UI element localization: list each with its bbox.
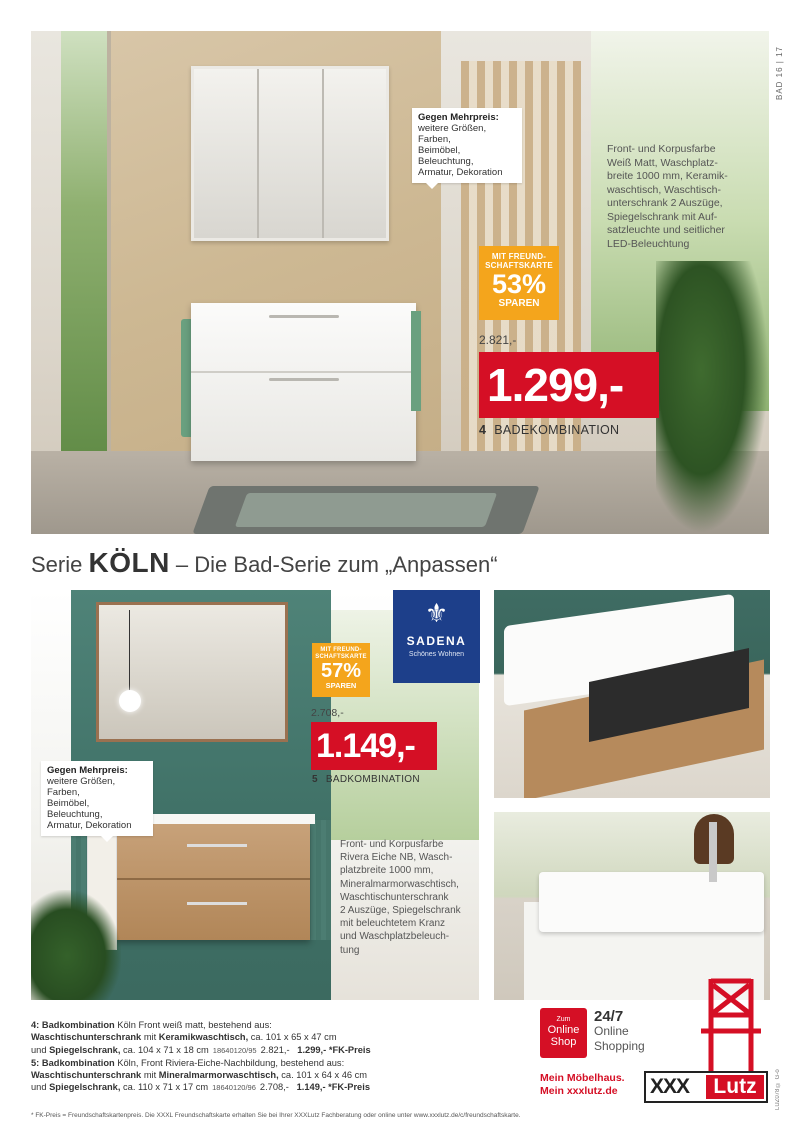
brand-name: SADENA <box>406 634 467 648</box>
hero-photo-white-bathroom <box>31 31 769 534</box>
desc-line: waschtisch, Waschtisch- <box>607 183 721 196</box>
callout-line: Armatur, Dekoration <box>418 167 503 178</box>
badge-line1: MIT FREUND- <box>320 647 362 653</box>
plant <box>656 261 769 534</box>
article-number: 18640120/96 <box>212 1083 256 1093</box>
badge-save: SPAREN <box>498 298 540 309</box>
desc-line: Weiß Matt, Waschplatz- <box>607 156 718 169</box>
headline-series: KÖLN <box>88 547 170 578</box>
hours-247: 24/7 <box>594 1008 624 1025</box>
product-details <box>31 1019 511 1095</box>
item-fk-price: 1.149,- *FK-Preis <box>296 1082 370 1093</box>
headline-pre: Serie <box>31 552 89 577</box>
detail-photo-basin <box>494 812 770 1000</box>
window-left <box>61 31 113 471</box>
online-24-7 <box>594 1009 684 1054</box>
vanity-cabinet-oak <box>103 822 310 940</box>
desc-line: Rivera Eiche NB, Wasch- <box>340 852 453 864</box>
desc-line: Waschtischunterschrank <box>340 891 449 903</box>
desc-line: und Waschplatzbeleuch- <box>340 931 450 943</box>
old-price-top: 2.821,- <box>479 333 517 347</box>
slogan-line1: Mein Möbelhaus. <box>540 1072 625 1084</box>
faucet <box>709 822 717 882</box>
extra-cost-callout-top <box>412 108 522 183</box>
mirror-cabinet <box>191 66 389 241</box>
desc-line: satzleuchte und seitlicher <box>607 224 725 236</box>
brand-tagline: Schönes Wohnen <box>408 651 465 658</box>
item-desc: Köln, Front Riviera-Eiche-Nachbildung, bestehend aus: <box>114 1057 345 1068</box>
print-code: LUZ078 © G-o <box>775 1069 781 1110</box>
desc-line: mit beleuchtetem Kranz <box>340 918 446 930</box>
series-headline <box>31 547 731 579</box>
badge-percent: 53% <box>491 269 547 299</box>
caption-top <box>479 423 619 437</box>
page-number: BAD 16 | 17 <box>775 46 784 100</box>
callout-heading: Gegen Mehrpreis: <box>47 765 128 776</box>
item-size: ca. 104 x 71 x 18 cm <box>120 1044 209 1055</box>
caption-text: BADKOMBINATION <box>325 774 420 785</box>
towel-side <box>411 311 421 411</box>
item-number: 5: <box>31 1057 40 1068</box>
item-part: Spiegelschrank, <box>49 1044 121 1055</box>
extra-cost-callout-bottom <box>41 761 153 836</box>
item-size: ca. 101 x 64 x 46 cm <box>278 1070 368 1081</box>
shopping-label: Shopping <box>594 1039 645 1053</box>
item-title: Badkombination <box>41 1020 115 1030</box>
desc-line: 2 Auszüge, Spiegelschrank <box>340 905 461 917</box>
old-price-bottom: 2.708,- <box>311 707 344 719</box>
item-part: Spiegelschrank, <box>49 1082 121 1093</box>
item-part: Mineralmarmorwaschtisch, <box>158 1070 279 1081</box>
online-shop-bag-icon[interactable] <box>540 1008 587 1058</box>
callout-line: Armatur, Dekoration <box>47 820 132 831</box>
mirror-cabinet <box>96 602 288 742</box>
caption-number: 4 <box>479 423 487 437</box>
article-number: 18640120/95 <box>212 1045 257 1055</box>
online-label: Online <box>594 1024 629 1038</box>
desc-line: Front- und Korpusfarbe <box>340 839 444 850</box>
footnote: * FK-Preis = Freundschaftskartenpreis. Die XXXL Freundschaftskarte erhalten Sie bei Ihrer XXXLutz Fachberatung oder online unter www.xxxlutz.de/c/freundschaftskarte. <box>31 1112 521 1119</box>
plant <box>31 890 121 1000</box>
desc-line: platzbreite 1000 mm, <box>340 865 434 877</box>
caption-bottom <box>312 774 420 785</box>
headline-post: – Die Bad-Serie zum „Anpassen“ <box>169 552 498 577</box>
desc-line: Mineralmarmorwaschtisch, <box>340 878 459 890</box>
xxxlutz-logo[interactable] <box>644 1071 768 1103</box>
callout-heading: Gegen Mehrpreis: <box>418 112 499 123</box>
caption-text: BADEKOMBINATION <box>494 423 620 437</box>
desc-line: unterschrank 2 Auszüge, <box>607 197 723 209</box>
washbasin <box>539 872 764 932</box>
item-conj: mit <box>141 1032 159 1043</box>
price-bottom: 1.149,- <box>311 722 437 770</box>
item-title: Badkombination <box>41 1057 115 1068</box>
item-part: Waschtischunterschrank <box>31 1032 142 1043</box>
item-fk-price: 1.299,- *FK-Preis <box>297 1044 371 1055</box>
item-conj: und <box>31 1082 50 1093</box>
bag-zum: Zum <box>556 1016 571 1023</box>
item-conj: mit <box>141 1070 159 1081</box>
item-number: 4: <box>31 1020 40 1030</box>
product-description-bottom <box>340 838 485 957</box>
vanity-cabinet-white <box>191 303 416 461</box>
product-description-top <box>607 143 767 251</box>
item-size: ca. 101 x 65 x 47 cm <box>248 1032 337 1043</box>
red-chair-icon <box>699 975 763 1075</box>
item-desc: Köln Front weiß matt, bestehend aus: <box>114 1020 272 1030</box>
item-conj: und <box>31 1044 50 1055</box>
caption-number: 5 <box>312 774 318 785</box>
badge-percent: 57% <box>320 660 362 682</box>
item-old-price: 2.708,- <box>259 1082 289 1093</box>
rug-inner <box>235 493 497 527</box>
pendant-lamp <box>119 690 141 712</box>
callout-line: Beimöbel, Beleuchtung, <box>47 798 103 820</box>
desc-line: Front- und Korpusfarbe <box>607 143 716 155</box>
discount-badge-top <box>479 246 559 320</box>
detail-photo-drawer <box>494 590 770 798</box>
badge-line2: SCHAFTSKARTE <box>315 654 367 660</box>
item-old-price: 2.821,- <box>260 1044 290 1055</box>
item-part: Waschtischunterschrank <box>31 1070 142 1081</box>
badge-line1: MIT FREUND- <box>491 252 547 261</box>
callout-line: weitere Größen, Farben, <box>418 123 487 145</box>
lamp-cord <box>129 610 130 692</box>
callout-line: Beimöbel, Beleuchtung, <box>418 145 474 167</box>
logo-xxx: XXX <box>650 1075 690 1098</box>
callout-line: weitere Größen, Farben, <box>47 776 116 798</box>
desc-line: tung <box>340 944 360 956</box>
discount-badge-bottom <box>312 643 370 697</box>
item-size: ca. 110 x 71 x 17 cm <box>120 1082 209 1093</box>
bag-shop: Shop <box>550 1036 577 1048</box>
sadena-logo <box>393 590 480 683</box>
price-top: 1.299,- <box>479 352 659 418</box>
badge-save: SPAREN <box>325 681 357 690</box>
item-part: Keramikwaschtisch, <box>158 1032 249 1043</box>
desc-line: Spiegelschrank mit Auf- <box>607 210 718 223</box>
fleur-de-lis-icon: ⚜ <box>424 598 449 628</box>
store-slogan <box>540 1072 650 1097</box>
bag-online: Online <box>547 1024 580 1036</box>
badge-line2: SCHAFTSKARTE <box>485 261 553 270</box>
desc-line: breite 1000 mm, Keramik- <box>607 170 728 182</box>
logo-lutz: Lutz <box>706 1075 764 1099</box>
slogan-line2[interactable]: Mein xxxlutz.de <box>540 1084 618 1097</box>
desc-line: LED-Beleuchtung <box>607 237 690 250</box>
